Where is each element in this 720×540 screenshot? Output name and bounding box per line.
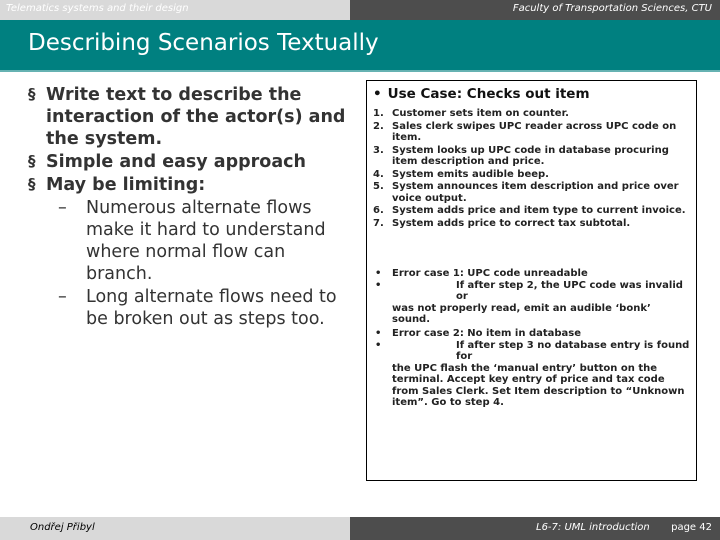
square-bullet-icon: § [28, 85, 36, 103]
round-bullet-icon: • [375, 279, 382, 291]
sub-bullet-text: Long alternate flows need to be broken out as steps too. [86, 287, 337, 329]
slide-title: Describing Scenarios Textually [28, 30, 379, 56]
step-item [373, 218, 689, 230]
step-text: System adds price to correct tax subtotal. [392, 217, 631, 229]
step-text: System looks up UPC code in database procuring item description and price. [392, 144, 669, 167]
footer-course: L6-7: UML introduction [536, 522, 650, 533]
error-case-1 [373, 268, 691, 326]
step-item [373, 205, 689, 217]
bullet-item [28, 84, 353, 150]
step-number: 7. [373, 217, 384, 229]
left-column [28, 84, 353, 331]
error-case-title: Error case 2: No item in database [392, 328, 582, 339]
dash-bullet-icon: – [58, 287, 67, 307]
title-bar [0, 20, 720, 70]
bullet-text: Write text to describe the interaction of the actor(s) and the system. [46, 85, 346, 149]
square-bullet-icon: § [28, 175, 36, 193]
step-number: 5. [373, 181, 384, 192]
step-item [373, 121, 689, 144]
step-item [373, 169, 689, 181]
bullet-text: May be limiting: [46, 175, 206, 195]
round-bullet-icon: • [375, 339, 382, 351]
error-case-title-row [373, 268, 691, 280]
use-case-box [366, 80, 697, 481]
header-left-bar [0, 0, 350, 20]
step-number: 2. [373, 120, 384, 132]
error-case-body-row [373, 280, 691, 326]
sub-bullet-item [28, 197, 353, 285]
use-case-steps [373, 108, 689, 230]
bullet-item [28, 151, 353, 173]
step-number: 6. [373, 205, 384, 216]
step-text: System adds price and item type to current invoice. [392, 205, 686, 216]
step-item [373, 145, 689, 168]
header-faculty-name: Faculty of Transportation Sciences, CTU [512, 3, 712, 14]
dash-bullet-icon: – [58, 198, 67, 218]
step-number: 3. [373, 144, 384, 156]
error-case-title: Error case 1: UPC code unreadable [392, 268, 588, 279]
step-item [373, 181, 689, 204]
error-case-lead: If after step 2, the UPC code was invalid or [456, 279, 683, 302]
use-case-title [373, 86, 590, 102]
square-bullet-icon: § [28, 152, 36, 170]
use-case-title-text: Use Case: Checks out item [387, 86, 590, 102]
page-number: page 42 [671, 522, 712, 533]
step-text: System announces item description and price over voice output. [392, 181, 679, 204]
sub-bullet-item [28, 286, 353, 330]
error-case-lead: If after step 3 no database entry is found for [456, 339, 690, 362]
header-course-name: Telematics systems and their design [6, 3, 189, 14]
bullet-item [28, 174, 353, 196]
error-case-rest: the UPC flash the ‘manual entry’ button on the terminal. Accept key entry of price and tax code from Sales Clerk. Set Item description to “Unknown item”. Go to step 4. [392, 362, 685, 408]
step-number: 4. [373, 168, 384, 180]
step-item [373, 108, 689, 120]
round-bullet-icon: • [375, 328, 382, 339]
round-bullet-icon: • [373, 86, 382, 102]
header-right-bar [350, 0, 720, 20]
error-case-title-row [373, 328, 691, 340]
footer-right-bar [350, 517, 720, 540]
step-text: System emits audible beep. [392, 168, 549, 180]
step-number: 1. [373, 108, 384, 119]
bullet-text: Simple and easy approach [46, 152, 306, 172]
error-case-body-row [373, 340, 691, 409]
error-case-rest: was not properly read, emit an audible ‘bonk’ sound. [392, 302, 651, 325]
footer [0, 517, 720, 540]
sub-bullet-text: Numerous alternate flows make it hard to understand where normal flow can branch. [86, 198, 326, 284]
footer-left-bar [0, 517, 350, 540]
step-text: Sales clerk swipes UPC reader across UPC code on item. [392, 120, 677, 143]
title-divider [0, 70, 720, 72]
step-text: Customer sets item on counter. [392, 108, 569, 119]
footer-author: Ondřej Přibyl [30, 522, 95, 533]
round-bullet-icon: • [375, 268, 382, 279]
error-case-2 [373, 328, 691, 409]
